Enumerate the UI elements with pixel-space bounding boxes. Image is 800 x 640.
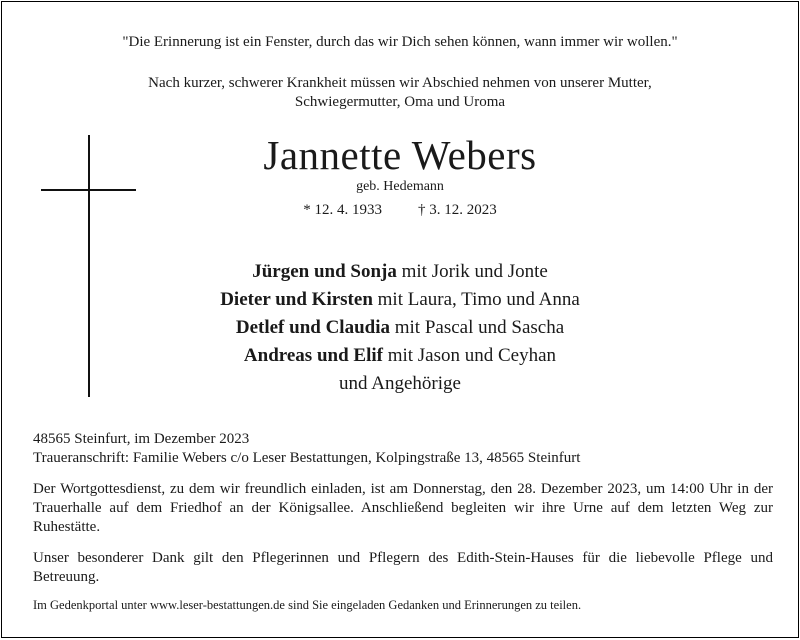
intro-line-2: Schwiegermutter, Oma und Uroma	[294, 94, 506, 110]
place-date: 48565 Steinfurt, im Dezember 2023	[33, 431, 250, 447]
memorial-quote: "Die Erinnerung ist ein Fenster, durch das wir Dich sehen können, wann immer wir wollen."	[122, 34, 678, 50]
birth-date: * 12. 4. 1933	[303, 202, 382, 218]
family-line	[2, 314, 798, 342]
intro-line-1: Nach kurzer, schwerer Krankheit müssen wir Abschied nehmen von unserer Mutter,	[148, 75, 652, 91]
death-date: † 3. 12. 2023	[418, 202, 497, 218]
family-names: Jürgen und Sonja	[252, 261, 397, 282]
family-line	[2, 342, 798, 370]
maiden-name: geb. Hedemann	[356, 179, 444, 194]
obituary-notice	[1, 1, 799, 638]
life-dates	[2, 202, 798, 219]
family-line	[2, 258, 798, 286]
family-names: Dieter und Kirsten	[220, 289, 373, 310]
family-list	[2, 258, 798, 398]
intro-text	[2, 74, 798, 112]
relatives-line: und Angehörige	[339, 373, 461, 394]
deceased-name: Jannette Webers	[263, 132, 537, 178]
service-info: Der Wortgottesdienst, zu dem wir freundlich einladen, ist am Donnerstag, den 28. Dezember 2023, um 14:00 Uhr in der Trauerhalle auf dem Friedhof an der Königsallee. Anschließend begleiten wir ihre Urne auf dem letzten Weg zur Ruhestätte.	[33, 481, 773, 535]
family-children: mit Jorik und Jonte	[396, 261, 548, 282]
place-and-address	[33, 430, 773, 468]
family-names: Detlef und Claudia	[235, 317, 390, 338]
family-children: mit Pascal und Sascha	[390, 317, 565, 338]
family-line	[2, 286, 798, 314]
thanks-text: Unser besonderer Dank gilt den Pflegerinnen und Pflegern des Edith-Stein-Hauses für die liebevolle Pflege und Betreuung.	[33, 550, 773, 585]
mourning-address: Traueranschrift: Familie Webers c/o Leser Bestattungen, Kolpingstraße 13, 48565 Steinfurt	[33, 450, 581, 466]
family-children: mit Laura, Timo und Anna	[372, 289, 580, 310]
memorial-portal-text: Im Gedenkportal unter www.leser-bestattungen.de sind Sie eingeladen Gedanken und Erinnerungen zu teilen.	[33, 598, 582, 612]
family-children: mit Jason und Ceyhan	[382, 345, 557, 366]
family-names: Andreas und Elif	[243, 345, 383, 366]
